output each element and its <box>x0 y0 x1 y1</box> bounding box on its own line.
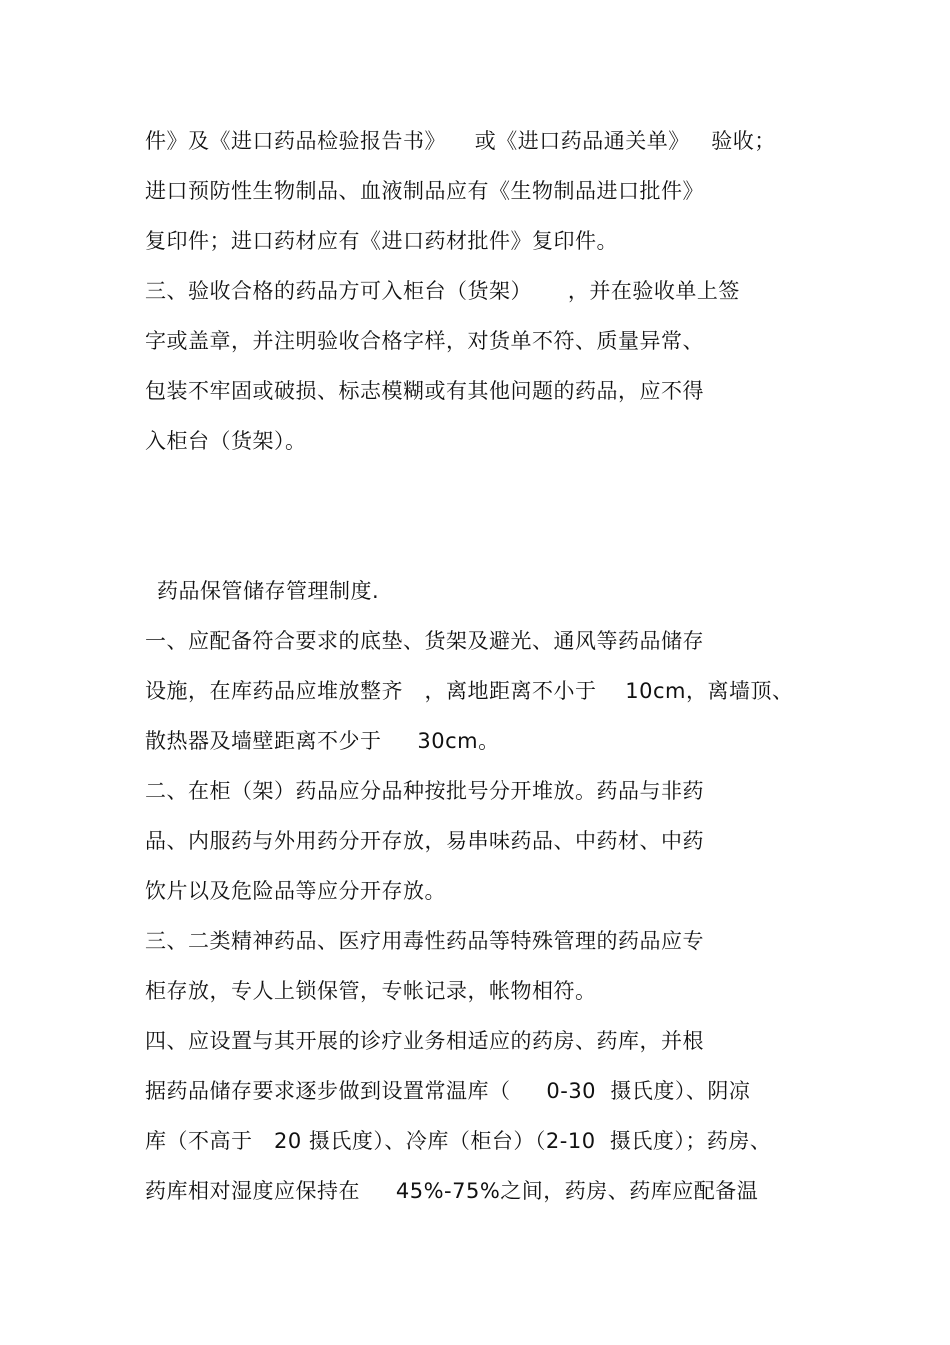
text-line: 饮片以及危险品等应分开存放。 <box>145 879 446 903</box>
text-line: 库（不高于 20 摄氏度）、冷库（柜台）（2-10 摄氏度）；药房、 <box>145 1129 772 1153</box>
text-line: 柜存放，专人上锁保管，专帐记录，帐物相符。 <box>145 979 597 1003</box>
text-line: 散热器及墙壁距离不少于 30cm。 <box>145 729 500 753</box>
text-line: 二、在柜（架）药品应分品种按批号分开堆放。药品与非药 <box>145 779 704 803</box>
text-line: 包装不牢固或破损、标志模糊或有其他问题的药品，应不得 <box>145 379 704 403</box>
text-line: 入柜台（货架）。 <box>145 429 307 453</box>
text-line: 三、验收合格的药品方可入柜台（货架） ，并在验收单上签 <box>145 279 740 303</box>
text-line: 据药品储存要求逐步做到设置常温库（ 0-30 摄氏度）、阴凉 <box>145 1079 751 1103</box>
text-line: 件》及《进口药品检验报告书》 或《进口药品通关单》 验收； <box>145 129 776 153</box>
text-line: 一、应配备符合要求的底垫、货架及避光、通风等药品储存 <box>145 629 704 653</box>
text-line: 药库相对湿度应保持在 45%-75%之间，药房、药库应配备温 <box>145 1179 759 1203</box>
text-line: 进口预防性生物制品、血液制品应有《生物制品进口批件》 <box>145 179 704 203</box>
section-title: 药品保管储存管理制度. <box>157 579 380 603</box>
text-line: 三、二类精神药品、医疗用毒性药品等特殊管理的药品应专 <box>145 929 704 953</box>
text-line: 四、应设置与其开展的诊疗业务相适应的药房、药库，并根 <box>145 1029 704 1053</box>
text-line: 设施，在库药品应堆放整齐 ，离地距离不小于 10cm，离墙顶、 <box>145 679 794 703</box>
text-line: 字或盖章，并注明验收合格字样，对货单不符、质量异常、 <box>145 329 704 353</box>
text-line: 复印件；进口药材应有《进口药材批件》复印件。 <box>145 229 618 253</box>
text-line: 品、内服药与外用药分开存放，易串味药品、中药材、中药 <box>145 829 704 853</box>
